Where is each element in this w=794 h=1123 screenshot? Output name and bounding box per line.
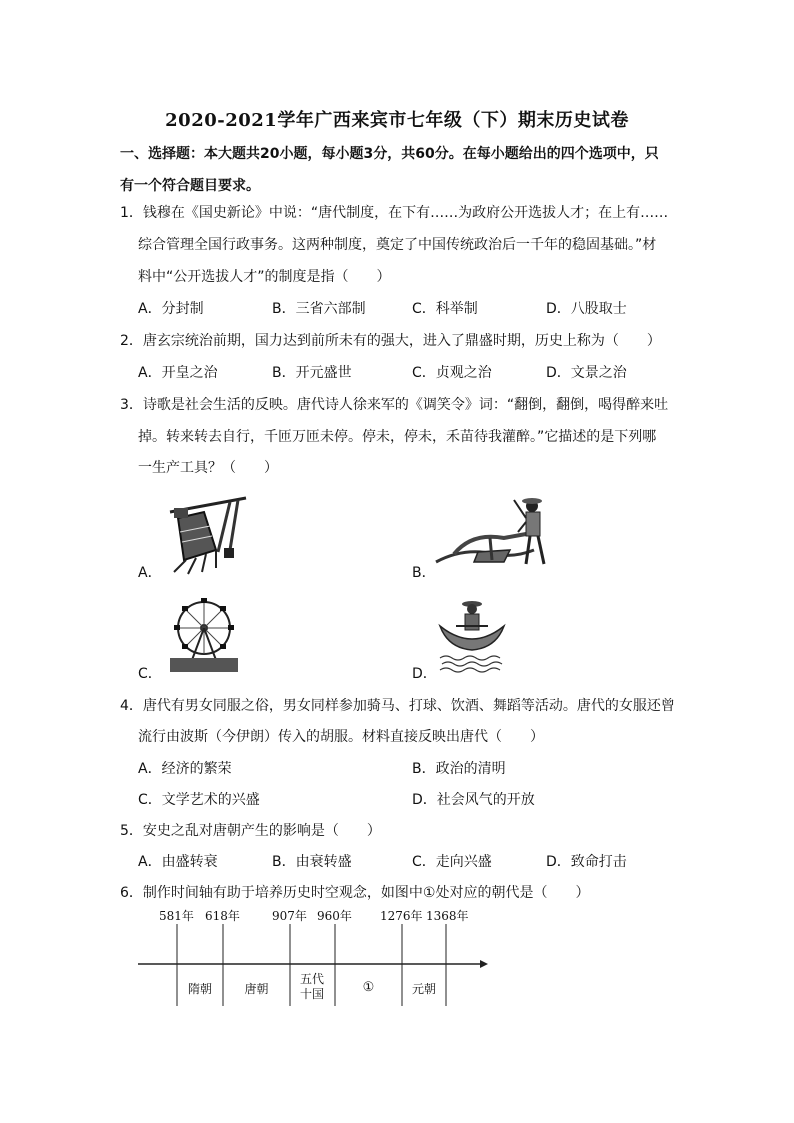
q1-line-1: 1．钱穆在《国史新论》中说：“唐代制度，在下有……为政府公开选拔人才；在上有……	[120, 205, 669, 221]
q4-option-c[interactable]: C．文学艺术的兴盛	[138, 792, 260, 808]
section-line-1: 一、选择题：本大题共20小题，每小题3分，共60分。在每小题给出的四个选项中，只	[120, 146, 659, 162]
q5-line-1: 5．安史之乱对唐朝产生的影响是（ ）	[120, 823, 381, 839]
timeline-year-907: 907年	[272, 909, 307, 923]
q4-line-2: 流行由波斯（今伊朗）传入的胡服。材料直接反映出唐代（ ）	[138, 729, 544, 745]
timeline-year-581: 581年	[159, 909, 194, 923]
q6-line-1: 6．制作时间轴有助于培养历史时空观念，如图中①处对应的朝代是（ ）	[120, 885, 590, 901]
q5-option-d[interactable]: D．致命打击	[546, 854, 627, 870]
timeline-period-sui: 隋朝	[187, 982, 212, 996]
q5-option-a[interactable]: A．由盛转衰	[138, 854, 218, 870]
q1-option-b[interactable]: B．三省六部制	[272, 301, 366, 317]
timeline-period-blank-1: ①	[362, 980, 375, 995]
q3-line-2: 掉。转来转去自行，千匝万匝未停。停未，停未，禾苗待我灌醉。”它描述的是下列哪	[138, 429, 657, 445]
q1-option-a[interactable]: A．分封制	[138, 301, 204, 317]
q3-option-d[interactable]: D．	[412, 666, 437, 682]
dragon-bone-waterwheel-image	[160, 492, 256, 580]
timeline-year-618: 618年	[205, 909, 240, 923]
timeline-period-tang: 唐朝	[244, 982, 269, 996]
q3-line-3: 一生产工具？（ ）	[138, 460, 278, 476]
curved-shaft-plough-image	[434, 492, 584, 572]
q1-line-2: 综合管理全国行政事务。这两种制度，奠定了中国传统政治后一千年的稳固基础。”材	[138, 237, 657, 253]
q3-line-1: 3．诗歌是社会生活的反映。唐代诗人徐来军的《调笑令》词：“翻倒，翻倒，喝得醉来吐	[120, 397, 669, 413]
section-line-2: 有一个符合题目要求。	[120, 178, 260, 194]
q4-line-1: 4．唐代有男女同服之俗，男女同样参加骑马、打球、饮酒、舞蹈等活动。唐代的女服还曾	[120, 698, 675, 714]
q1-line-3: 料中“公开选拔人才”的制度是指（ ）	[138, 269, 391, 285]
timeline-period-five-dynasties: 五代十国	[299, 972, 324, 1001]
q2-option-b[interactable]: B．开元盛世	[272, 365, 352, 381]
q1-option-c[interactable]: C．科举制	[412, 301, 478, 317]
timeline-period-yuan: 元朝	[411, 982, 436, 996]
q5-option-b[interactable]: B．由衰转盛	[272, 854, 352, 870]
q2-option-d[interactable]: D．文景之治	[546, 365, 627, 381]
q1-option-d[interactable]: D．八股取士	[546, 301, 627, 317]
timeline-year-1368: 1368年	[426, 909, 469, 923]
page-title: 2020-2021学年广西来宾市七年级（下）期末历史试卷	[165, 110, 629, 131]
q2-line-1: 2．唐玄宗统治前期，国力达到前所未有的强大，进入了鼎盛时期，历史上称为（ ）	[120, 333, 661, 349]
q4-option-a[interactable]: A．经济的繁荣	[138, 761, 232, 777]
timeline-year-1276: 1276年	[380, 909, 423, 923]
water-rowing-image	[436, 596, 508, 676]
q3-option-c[interactable]: C．	[138, 666, 162, 682]
ferris-wheel-image	[170, 596, 238, 672]
q2-option-c[interactable]: C．贞观之治	[412, 365, 492, 381]
timeline-year-960: 960年	[317, 909, 352, 923]
q5-option-c[interactable]: C．走向兴盛	[412, 854, 492, 870]
q4-option-b[interactable]: B．政治的清明	[412, 761, 506, 777]
q2-option-a[interactable]: A．开皇之治	[138, 365, 218, 381]
q3-option-b[interactable]: B．	[412, 565, 436, 581]
q4-option-d[interactable]: D．社会风气的开放	[412, 792, 535, 808]
section-instruction	[120, 138, 680, 202]
q3-option-a[interactable]: A．	[138, 565, 162, 581]
